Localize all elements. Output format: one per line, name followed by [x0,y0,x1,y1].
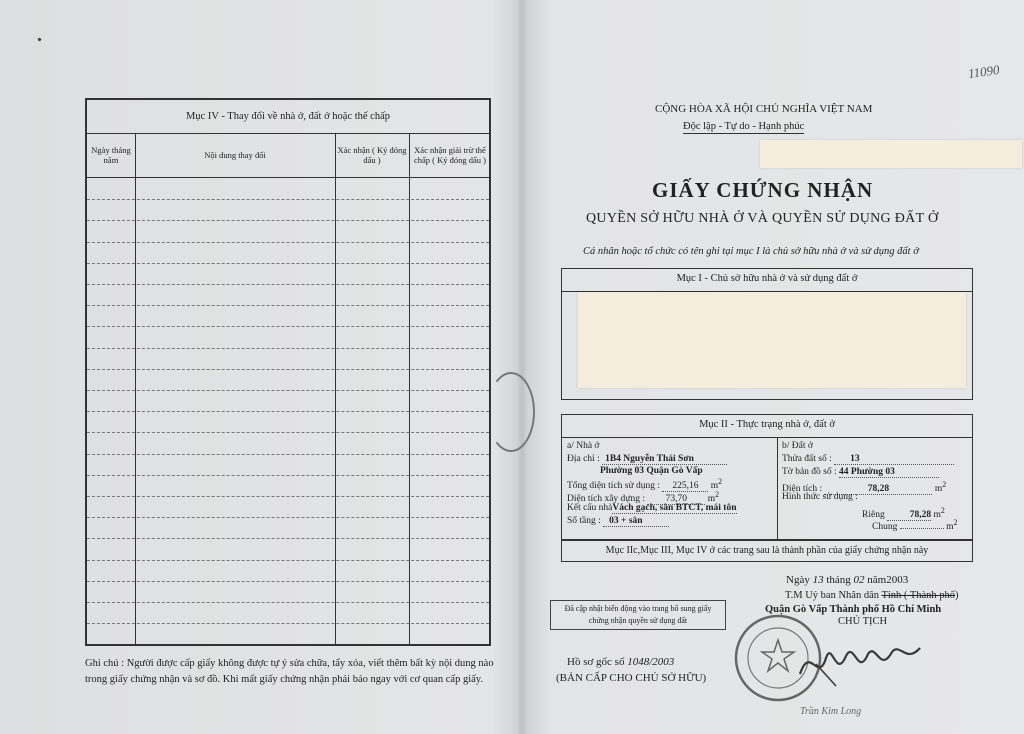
table-row [87,242,489,243]
usage-label: Hình thức sử dụng : [782,492,858,502]
date-prefix: Ngày [786,574,810,586]
parcel-value: 13 [834,454,954,465]
table-row [87,263,489,264]
address-label: Địa chỉ : [567,454,600,464]
structure-label: Kết cấu nhà [567,503,613,513]
private-label: Riêng [862,510,885,521]
private-unit: m [933,510,941,521]
partial-seal [487,372,535,452]
section2-mid-divider [777,437,778,539]
parcel-label: Thửa đất số : [782,454,832,464]
record-row [567,656,674,668]
certificate-title: GIẤY CHỨNG NHẬN [652,178,874,202]
private-value: 78,28 [887,510,931,521]
intro-text: Cá nhân hoặc tổ chức có tên ghi tại mục I là chủ sở hữu nhà ở và sử dụng đất ở [583,246,919,257]
unit-superscript: 2 [718,477,723,486]
table-row [87,326,489,327]
unit-superscript: 2 [940,506,945,515]
house-heading: a/ Nhà ở [567,441,600,451]
col-header-date: Ngày tháng năm [87,134,135,178]
land-heading: b/ Đất ở [782,441,813,451]
record-number: 1048/2003 [627,656,675,668]
land-area-value: 78,28 [824,484,932,495]
total-area-unit: m [710,481,719,492]
land-area-unit: m [934,484,943,495]
land-area-label: Diện tích : [782,484,823,495]
table-row [87,517,489,518]
table-row [87,602,489,603]
signer-name: Trần Kim Long [800,706,862,717]
build-area-value: 73,70 [647,494,705,505]
signature [796,634,926,688]
address-line2: Phường 03 Quận Gò Vấp [600,466,703,476]
national-motto: Độc lập - Tự do - Hạnh phúc [683,121,805,132]
change-table-rows [87,178,489,644]
unit-superscript: 2 [715,490,720,499]
date-year-label: năm [867,574,887,586]
section2-title: Mục II - Thực trạng nhà ở, đất ở [699,419,835,430]
shared-unit: m [946,522,954,533]
footer-note: Mục IIc,Mục III, Mục IV ở các trang sau là thành phần của giấy chứng nhận này [605,545,929,556]
table-row [87,538,489,539]
table-row [87,432,489,433]
parcel-row [782,454,954,465]
structure-row [567,503,737,514]
table-row [87,348,489,349]
table-row [87,284,489,285]
table-row [87,220,489,221]
table-row [87,560,489,561]
table-row [87,305,489,306]
table-row [87,411,489,412]
date-month: 02 [853,574,865,586]
change-table-title: Mục IV - Thay đổi về nhà ở, đất ở hoặc thế chấp [87,100,489,134]
floors-value: 03 + sân [603,516,669,527]
shared-value-blank [900,528,944,529]
table-row [87,199,489,200]
authority-line1 [785,590,959,601]
unit-superscript: 2 [942,480,947,489]
table-row [87,623,489,624]
certificate-subtitle: QUYỀN SỞ HỮU NHÀ Ở VÀ QUYỀN SỬ DỤNG ĐẤT Ở [586,211,939,226]
table-row [87,369,489,370]
authority-line2: Quận Gò Vấp Thành phố Hồ Chí Minh [765,604,942,615]
date-year: 2003 [886,574,909,586]
shared-label: Chung [872,522,898,533]
col-header-confirm: Xác nhận ( Ký đóng dấu ) [335,134,409,178]
record-label: Hồ sơ gốc số [567,656,625,668]
table-row [87,496,489,497]
map-label: Tờ bản đồ số : [782,467,837,477]
date-day: 13 [812,574,824,586]
authority1-struck: Tỉnh ( Thành phố [881,590,956,601]
date-line [786,574,908,586]
floors-row [567,516,669,527]
address-line1: 1B4 Nguyễn Thái Sơn [602,454,727,465]
chairman-title: CHỦ TỊCH [838,616,888,627]
col-header-content: Nội dung thay đổi [135,134,335,178]
table-row [87,475,489,476]
change-table [85,98,491,646]
authority1-end: ) [955,590,959,601]
table-row [87,390,489,391]
total-area-value: 225,16 [662,481,708,492]
col-header-release: Xác nhận giải trừ thế chấp ( Ký đóng dấu ) [409,134,491,178]
shared-row [872,518,957,532]
date-month-label: tháng [826,574,851,586]
structure-value: Vách gạch, sàn BTCT, mái tôn [612,503,737,513]
update-stamp: Đã cập nhật biến động vào trang bổ sung giấy chứng nhận quyền sử dụng đất [550,600,726,630]
map-value: 44 Phường 03 [839,467,939,478]
redaction-patch [760,140,1022,168]
footnote: Ghi chú : Người được cấp giấy không được tự ý sửa chữa, tẩy xóa, viết thêm bất kỳ nội dung nào trong giấy chứng nhận và sơ đồ. Khi mất giấy chứng nhận phải báo ngay với cơ quan cấp giấy. [85,658,494,685]
corner-number: 11090 [967,61,1001,82]
build-area-label: Diện tích xây dựng : [567,494,645,505]
house-address-row [567,454,727,465]
unit-superscript: 2 [953,518,958,527]
map-row [782,467,939,478]
table-row [87,581,489,582]
build-area-unit: m [707,494,716,505]
section2-divider [562,437,972,438]
footer-note-box [561,540,973,562]
national-title: CỘNG HÒA XÃ HỘI CHỦ NGHĨA VIỆT NAM [655,103,873,115]
table-row [87,454,489,455]
floors-label: Số tầng : [567,516,601,526]
authority1: T.M Uỷ ban Nhân dân [785,590,879,601]
page-fold [516,0,528,734]
owner-redaction [578,292,966,388]
issued-to: (BẢN CẤP CHO CHỦ SỞ HỮU) [556,672,707,684]
section1-title: Mục I - Chủ sở hữu nhà ở và sử dụng đất ở [676,273,858,284]
total-area-label: Tổng diện tích sử dụng : [567,481,661,492]
